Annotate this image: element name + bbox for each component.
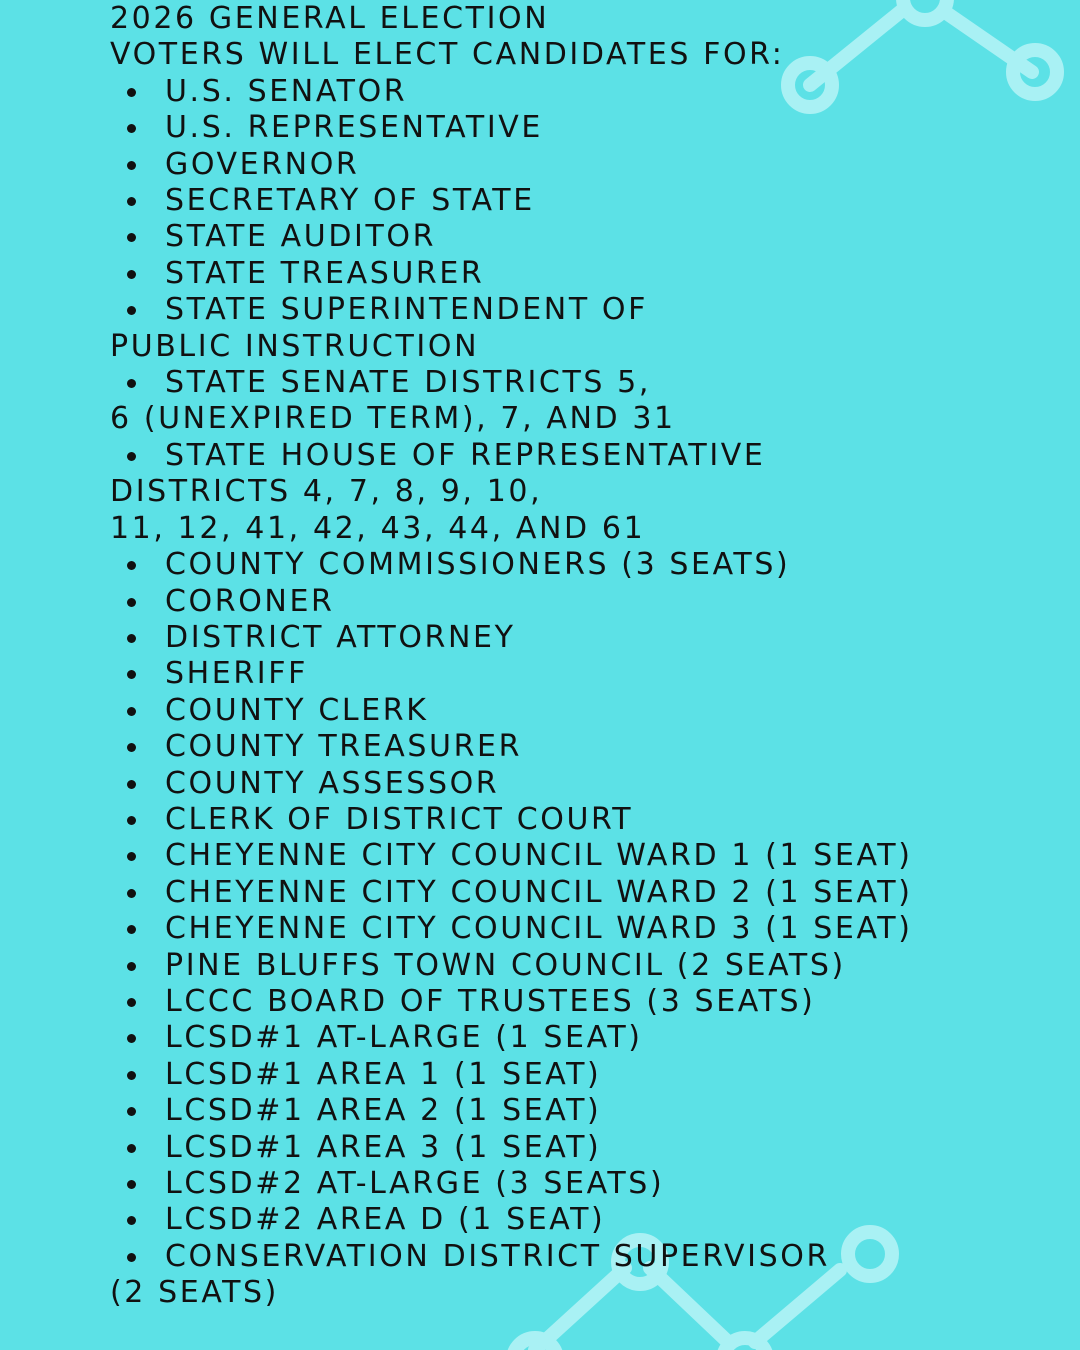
list-item-text: LCSD#2 AREA D (1 SEAT): [165, 1202, 606, 1238]
list-item: [110, 766, 1070, 802]
office-list: [110, 74, 1070, 1312]
bullet-icon: [127, 124, 136, 133]
list-item-continuation: PUBLIC INSTRUCTION: [110, 328, 480, 364]
bullet-icon: [127, 634, 136, 643]
list-item-text: STATE HOUSE OF REPRESENTATIVE: [165, 437, 766, 473]
list-item-text: COUNTY ASSESSOR: [165, 765, 500, 801]
list-item: [110, 183, 1070, 219]
list-item-text: DISTRICT ATTORNEY: [165, 619, 516, 655]
list-item-text: SECRETARY OF STATE: [165, 183, 535, 219]
list-item: [110, 1057, 1070, 1093]
list-item-continuation: DISTRICTS 4, 7, 8, 9, 10,: [110, 474, 543, 510]
list-item: [110, 547, 1070, 583]
list-item: [110, 729, 1070, 765]
bullet-icon: [127, 598, 136, 607]
bullet-icon: [127, 452, 136, 461]
list-item-text: U.S. SENATOR: [165, 73, 408, 109]
list-item: [110, 584, 1070, 620]
list-item: [110, 1166, 1070, 1202]
bullet-icon: [127, 852, 136, 861]
list-item: [110, 693, 1070, 729]
list-item: [110, 365, 1070, 401]
list-item-text: CONSERVATION DISTRICT SUPERVISOR: [165, 1238, 830, 1274]
bullet-icon: [127, 88, 136, 97]
list-item: [110, 219, 1070, 255]
bullet-icon: [127, 743, 136, 752]
election-offices-list: [110, 1, 1070, 1312]
list-item: [110, 110, 1070, 146]
list-item-text: STATE TREASURER: [165, 255, 485, 291]
list-item: [110, 1020, 1070, 1056]
bullet-icon: [127, 780, 136, 789]
bullet-icon: [127, 889, 136, 898]
bullet-icon: [127, 161, 136, 170]
list-item-text: CORONER: [165, 583, 335, 619]
list-item: [110, 74, 1070, 110]
bullet-icon: [127, 670, 136, 679]
list-item-text: LCSD#1 AREA 1 (1 SEAT): [165, 1056, 602, 1092]
bullet-icon: [127, 561, 136, 570]
list-item: [110, 656, 1070, 692]
list-item-text: COUNTY CLERK: [165, 692, 429, 728]
bullet-icon: [127, 306, 136, 315]
list-item: [110, 620, 1070, 656]
list-item: [110, 838, 1070, 874]
list-item-continuation: 11, 12, 41, 42, 43, 44, AND 61: [110, 510, 646, 546]
list-item-text: LCSD#1 AREA 2 (1 SEAT): [165, 1093, 602, 1129]
bullet-icon: [127, 1180, 136, 1189]
list-item-text: CLERK OF DISTRICT COURT: [165, 801, 634, 837]
list-item: [110, 1130, 1070, 1166]
list-item-text: SHERIFF: [165, 656, 308, 692]
list-item: [110, 1239, 1070, 1275]
list-item: [110, 438, 1070, 474]
list-item-text: CHEYENNE CITY COUNCIL WARD 3 (1 SEAT): [165, 911, 913, 947]
bullet-icon: [127, 707, 136, 716]
bullet-icon: [127, 270, 136, 279]
list-item-continuation: (2 SEATS): [110, 1275, 279, 1311]
page-title: 2026 GENERAL ELECTION: [110, 1, 550, 36]
list-item: [110, 1093, 1070, 1129]
bullet-icon: [127, 1216, 136, 1225]
list-item-text: LCSD#1 AREA 3 (1 SEAT): [165, 1129, 602, 1165]
bullet-icon: [127, 233, 136, 242]
list-item: [110, 1202, 1070, 1238]
bullet-icon: [127, 1107, 136, 1116]
list-item-text: CHEYENNE CITY COUNCIL WARD 2 (1 SEAT): [165, 874, 913, 910]
bullet-icon: [127, 816, 136, 825]
bullet-icon: [127, 1034, 136, 1043]
bullet-icon: [127, 1071, 136, 1080]
list-item: [110, 256, 1070, 292]
bullet-icon: [127, 197, 136, 206]
list-item-text: CHEYENNE CITY COUNCIL WARD 1 (1 SEAT): [165, 838, 913, 874]
list-item-text: STATE SUPERINTENDENT OF: [165, 292, 648, 328]
list-item-text: PINE BLUFFS TOWN COUNCIL (2 SEATS): [165, 947, 846, 983]
list-item: [110, 802, 1070, 838]
list-item: [110, 984, 1070, 1020]
bullet-icon: [127, 1144, 136, 1153]
page-subtitle: VOTERS WILL ELECT CANDIDATES FOR:: [110, 37, 785, 73]
list-item-text: LCCC BOARD OF TRUSTEES (3 SEATS): [165, 983, 816, 1019]
list-item-text: LCSD#2 AT-LARGE (3 SEATS): [165, 1166, 665, 1201]
list-item-continuation: 6 (UNEXPIRED TERM), 7, AND 31: [110, 401, 676, 437]
list-item: [110, 911, 1070, 947]
list-item-text: STATE SENATE DISTRICTS 5,: [165, 365, 651, 401]
list-item: [110, 948, 1070, 984]
list-item-text: LCSD#1 AT-LARGE (1 SEAT): [165, 1020, 643, 1056]
list-item: [110, 875, 1070, 911]
bullet-icon: [127, 962, 136, 971]
list-item-text: GOVERNOR: [165, 146, 360, 182]
bullet-icon: [127, 925, 136, 934]
bullet-icon: [127, 1253, 136, 1262]
list-item-text: COUNTY TREASURER: [165, 729, 523, 765]
list-item: [110, 147, 1070, 183]
bullet-icon: [127, 998, 136, 1007]
list-item: [110, 292, 1070, 328]
list-item-text: STATE AUDITOR: [165, 219, 437, 255]
list-item-text: COUNTY COMMISSIONERS (3 SEATS): [165, 547, 791, 583]
bullet-icon: [127, 379, 136, 388]
list-item-text: U.S. REPRESENTATIVE: [165, 110, 543, 146]
